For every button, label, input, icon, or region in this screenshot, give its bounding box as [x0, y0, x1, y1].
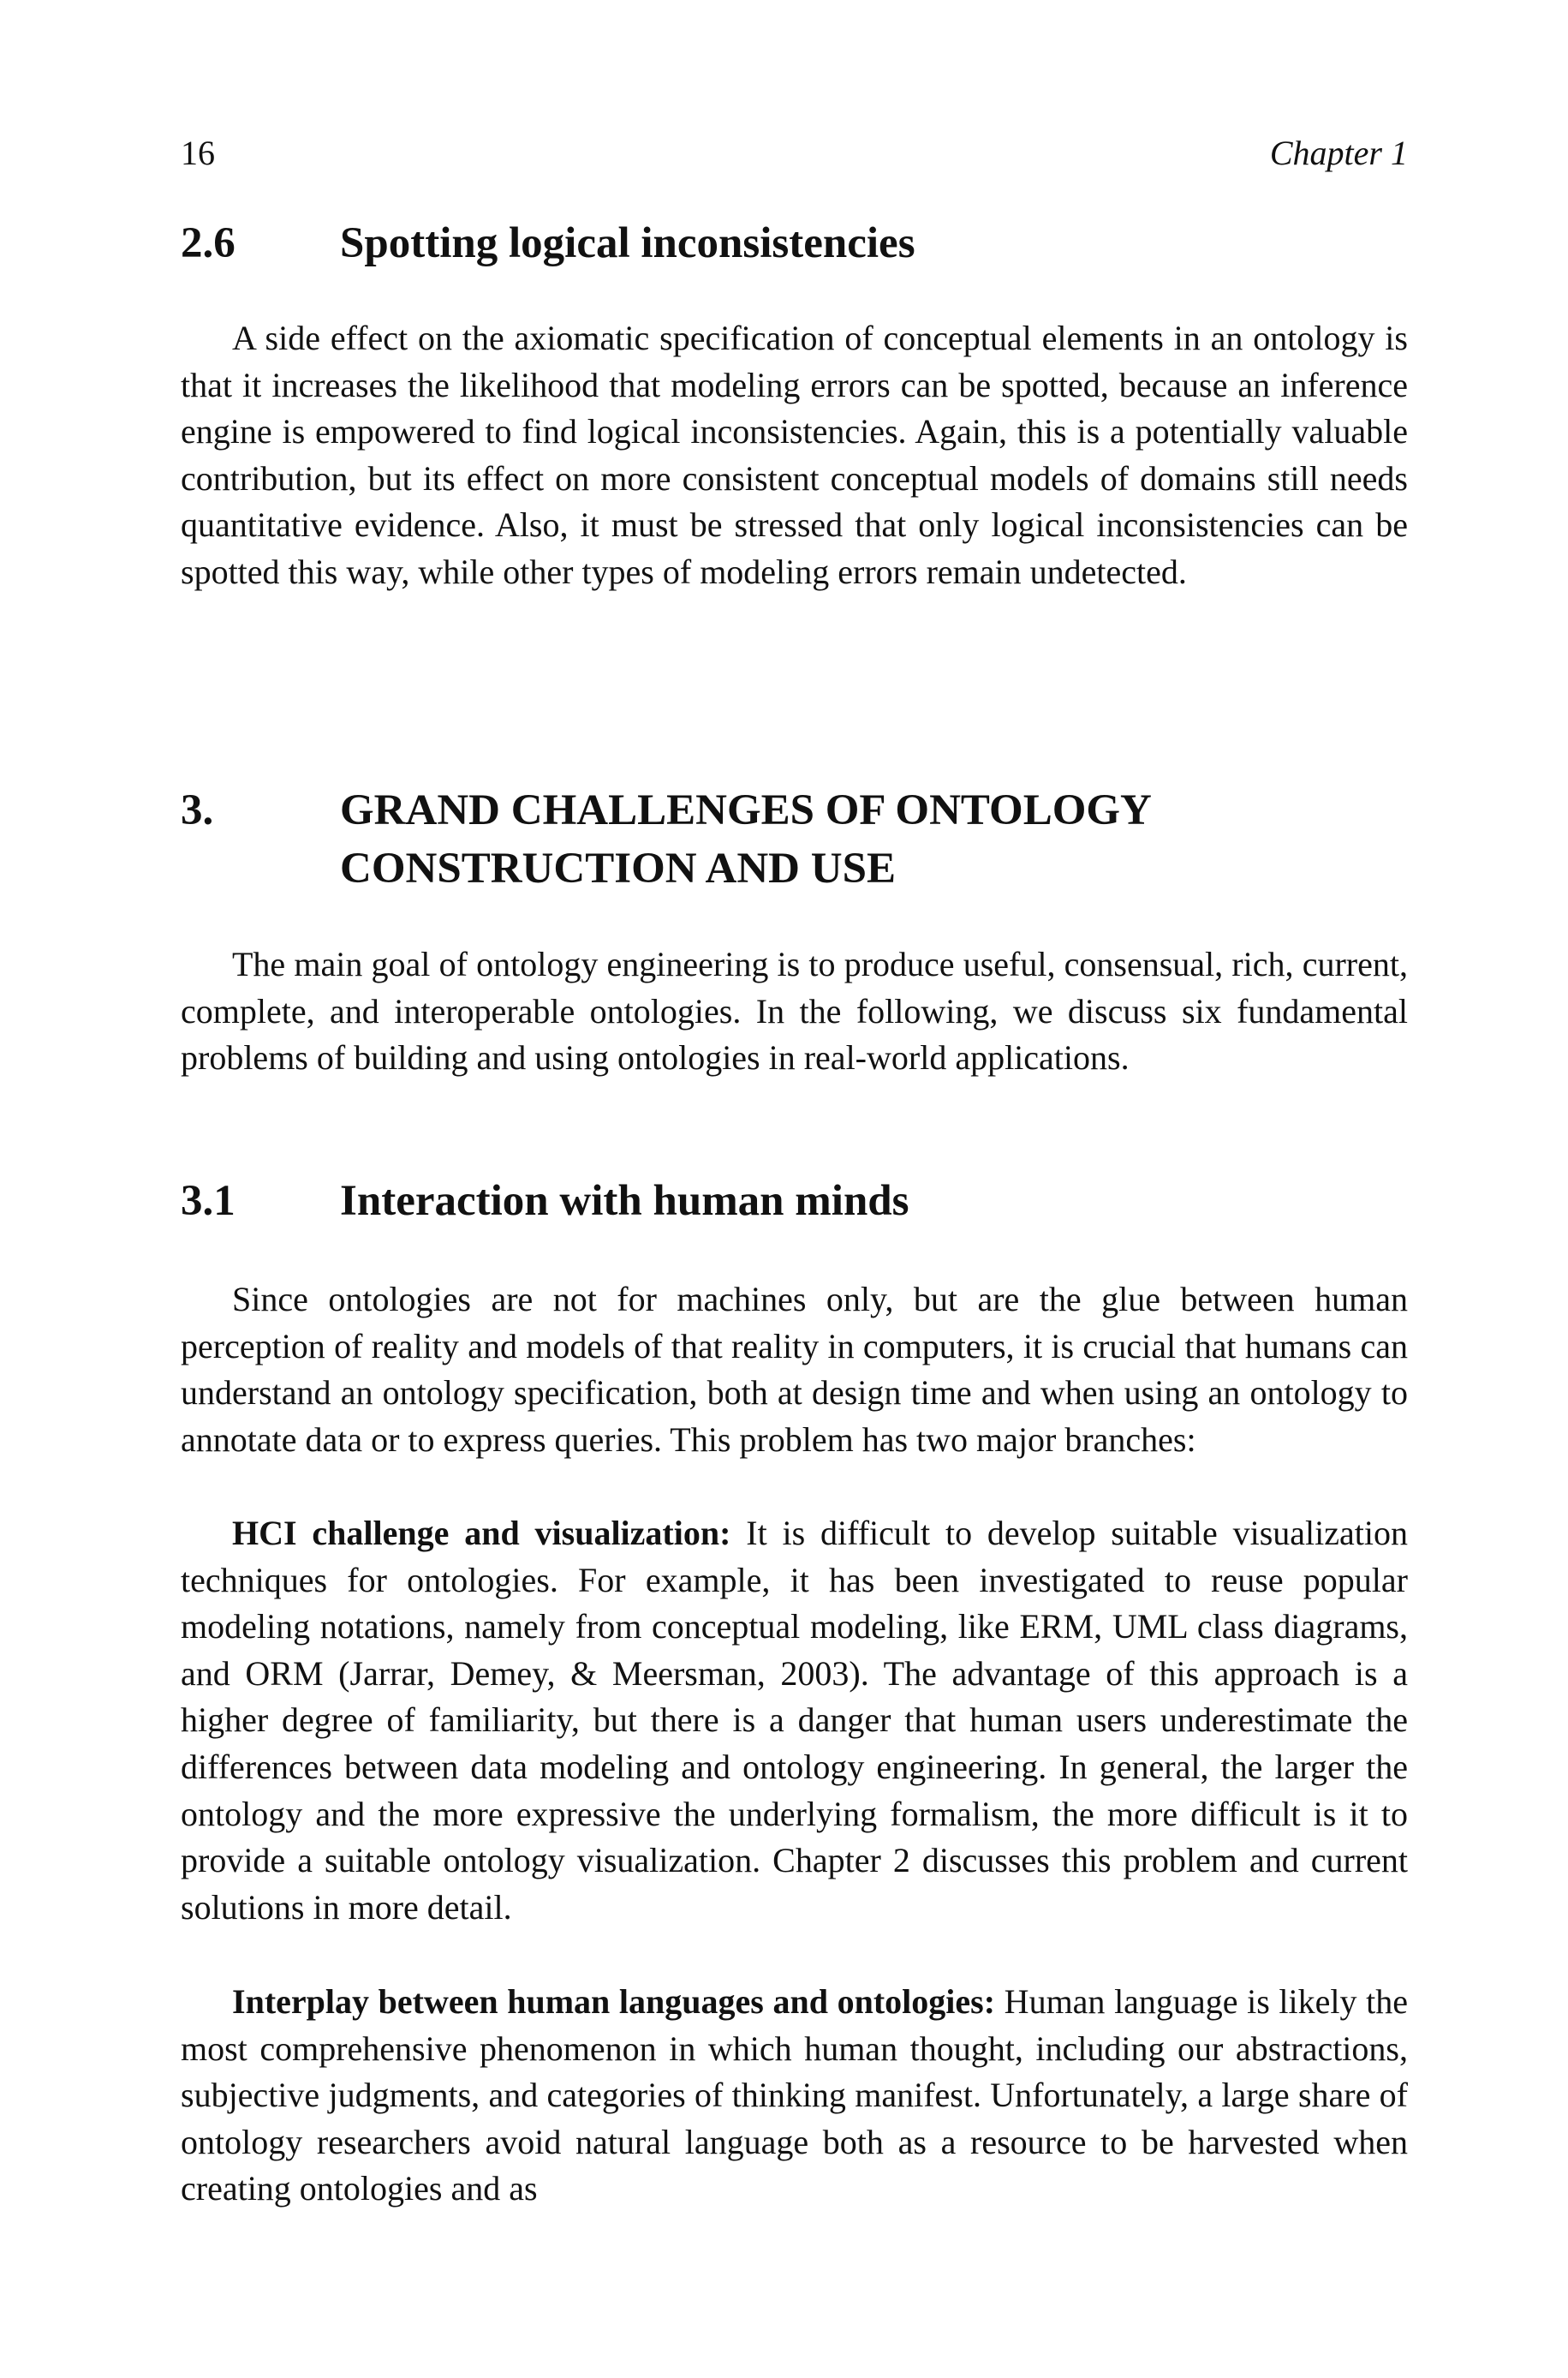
paragraph-hci-challenge [181, 1510, 1408, 1931]
section-number: 3.1 [181, 1177, 235, 1225]
paragraph-interplay-languages [181, 1979, 1408, 2213]
section-heading-3 [181, 781, 1408, 898]
section-heading-3-1 [181, 1172, 1408, 1230]
section-heading-2-6 [181, 214, 1408, 272]
run-in-heading-hci: HCI challenge and visualization: [232, 1514, 731, 1552]
paragraph-grand-challenges: The main goal of ontology engineering is to produce useful, consensual, rich, current, complete, and interoperable ontologies. In the following, we discuss six fundamental problems of building and using ontologies in real-world applications. [181, 945, 1408, 1078]
paragraph-logical-inconsistencies: A side effect on the axiomatic specification of conceptual elements in an ontology is that it increases the likelihood that modeling errors can be spotted, because an inference engine is empowered to find logical inconsistencies. Again, this is a potentially valuable contribution, but its effect on more consistent conceptual models of domains still needs quantitative evidence. Also, it must be stressed that only logical inconsistencies can be spotted this way, while other types of modeling errors remain undetected. [181, 319, 1408, 591]
section-title-line-1: GRAND CHALLENGES OF ONTOLOGY [340, 786, 1152, 834]
paragraph-interplay-text: Human language is likely the most comprehensive phenomenon in which human thought, including our abstractions, subjective judgments, and categories of thinking manifest. Unfortunately, a large share of ontology researchers avoid natural language both as a resource to be harvested when creating ontologies and as [181, 1982, 1408, 2208]
paragraph-human-minds-intro: Since ontologies are not for machines only, but are the glue between human perception of reality and models of that reality in computers, it is crucial that humans can understand an ontology specification, both at design time and when using an ontology to annotate data or to express queries. This problem has two major branches: [181, 1280, 1408, 1459]
page-number: 16 [181, 134, 215, 172]
section-number: 3. [181, 786, 214, 834]
section-title: Interaction with human minds [340, 1177, 909, 1225]
section-number: 2.6 [181, 219, 235, 267]
running-head [181, 130, 1408, 176]
section-title-line-2: CONSTRUCTION AND USE [340, 845, 896, 893]
run-in-heading-interplay: Interplay between human languages and ontologies: [232, 1982, 996, 2021]
chapter-label: Chapter 1 [1269, 134, 1408, 172]
section-title: Spotting logical inconsistencies [340, 219, 915, 267]
paragraph-hci-text: It is difficult to develop suitable visualization techniques for ontologies. For example, it has been investigated to reuse popular modeling notations, namely from conceptual modeling, like ERM, UML class diagrams, and ORM (Jarrar, Demey, & Meersman, 2003). The advantage of this approach is a higher degree of familiarity, but there is a danger that human users underestimate the differences between data modeling and ontology engineering. In general, the larger the ontology and the more expressive the underlying formalism, the more difficult is it to provide a suitable ontology visualization. Chapter 2 discusses this problem and current solutions in more detail. [181, 1514, 1409, 1927]
